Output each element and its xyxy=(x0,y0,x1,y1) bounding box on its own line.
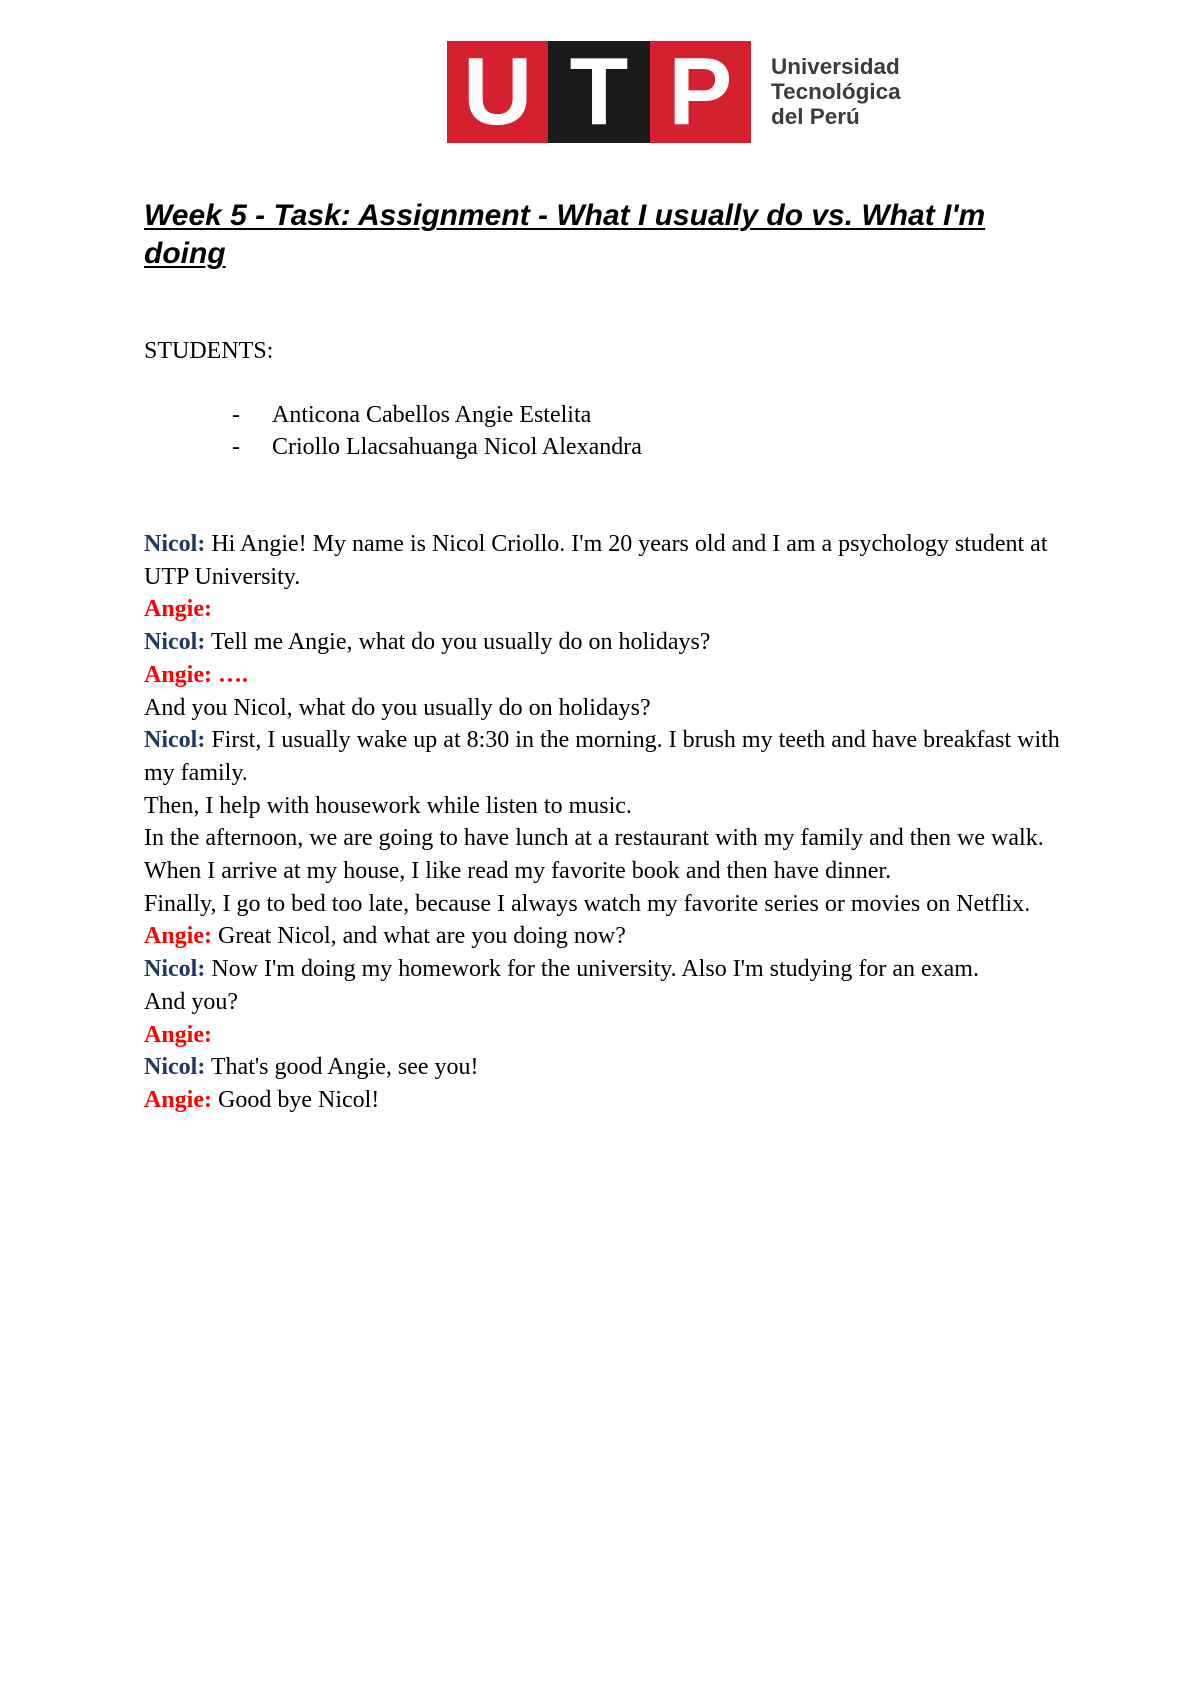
dialogue-text: When I arrive at my house, I like read my favorite book and then have dinner. xyxy=(144,858,892,885)
speaker-label: Nicol: xyxy=(144,1054,206,1081)
student-item xyxy=(232,431,642,463)
dialogue-text: Finally, I go to bed too late, because I always watch my favorite series or movies on Netflix. xyxy=(144,890,1031,917)
dialogue-line xyxy=(144,528,1084,593)
speaker-label: Angie: xyxy=(144,923,212,950)
dialogue-line xyxy=(144,724,1084,789)
student-item xyxy=(232,399,642,431)
logo-text-line: Universidad xyxy=(771,54,900,79)
logo-text-line: del Perú xyxy=(771,104,860,129)
student-name: Anticona Cabellos Angie Estelita xyxy=(272,402,592,428)
dialogue-line xyxy=(144,1084,1084,1117)
document-title: Week 5 - Task: Assignment - What I usually do vs. What I'm doing xyxy=(144,199,986,270)
dialogue-text: And you? xyxy=(144,988,238,1015)
dialogue-text: Good bye Nicol! xyxy=(212,1086,380,1113)
logo-letter-blocks xyxy=(447,38,751,145)
dialogue-text: Tell me Angie, what do you usually do on holidays? xyxy=(205,629,711,656)
dialogue-line xyxy=(144,1051,1084,1084)
dialogue-text: Now I'm doing my homework for the university. Also I'm studying for an exam. xyxy=(205,956,979,983)
dialogue-line xyxy=(144,692,1084,725)
dialogue-text: Hi Angie! My name is Nicol Criollo. I'm 20 years old and I am a psychology student at UTP University. xyxy=(144,531,1048,590)
list-dash: - xyxy=(232,434,240,460)
logo-university-name xyxy=(771,54,901,129)
dialogue-text: Great Nicol, and what are you doing now? xyxy=(212,923,626,950)
speaker-label: Angie: xyxy=(144,1021,212,1048)
speaker-label: Angie: xyxy=(144,596,212,623)
speaker-label: Nicol: xyxy=(144,727,206,754)
dialogue-line xyxy=(144,920,1084,953)
dialogue-text: Then, I help with housework while listen to music. xyxy=(144,792,632,819)
dialogue-line xyxy=(144,593,1084,626)
dialogue-line xyxy=(144,790,1084,823)
dialogue-line xyxy=(144,888,1084,921)
utp-logo xyxy=(447,38,917,145)
student-name: Criollo Llacsahuanga Nicol Alexandra xyxy=(272,434,642,460)
dialogue-line xyxy=(144,855,1084,888)
logo-letter-u: U xyxy=(447,41,548,143)
students-list xyxy=(232,399,642,463)
dialogue-text: That's good Angie, see you! xyxy=(205,1054,479,1081)
logo-letter-t: T xyxy=(548,41,649,143)
speaker-label: Nicol: xyxy=(144,956,206,983)
list-dash: - xyxy=(232,402,240,428)
dialogue-text: In the afternoon, we are going to have lunch at a restaurant with my family and then we walk. xyxy=(144,825,1044,852)
speaker-label: Angie: xyxy=(144,1086,212,1113)
dialogue-line xyxy=(144,626,1084,659)
logo-text-line: Tecnológica xyxy=(771,79,901,104)
dialogue-line xyxy=(144,986,1084,1019)
dialogue-line xyxy=(144,953,1084,986)
speaker-label: Angie: …. xyxy=(144,661,248,688)
dialogue-text: First, I usually wake up at 8:30 in the morning. I brush my teeth and have breakfast with my family. xyxy=(144,727,1060,786)
dialogue-line xyxy=(144,1019,1084,1052)
logo-letter-p: P xyxy=(650,41,751,143)
dialogue-line xyxy=(144,822,1084,855)
speaker-label: Nicol: xyxy=(144,629,206,656)
dialogue-text: And you Nicol, what do you usually do on holidays? xyxy=(144,694,651,721)
dialogue xyxy=(144,528,1084,1117)
dialogue-line xyxy=(144,659,1084,692)
speaker-label: Nicol: xyxy=(144,531,206,557)
students-label: STUDENTS: xyxy=(144,338,274,364)
